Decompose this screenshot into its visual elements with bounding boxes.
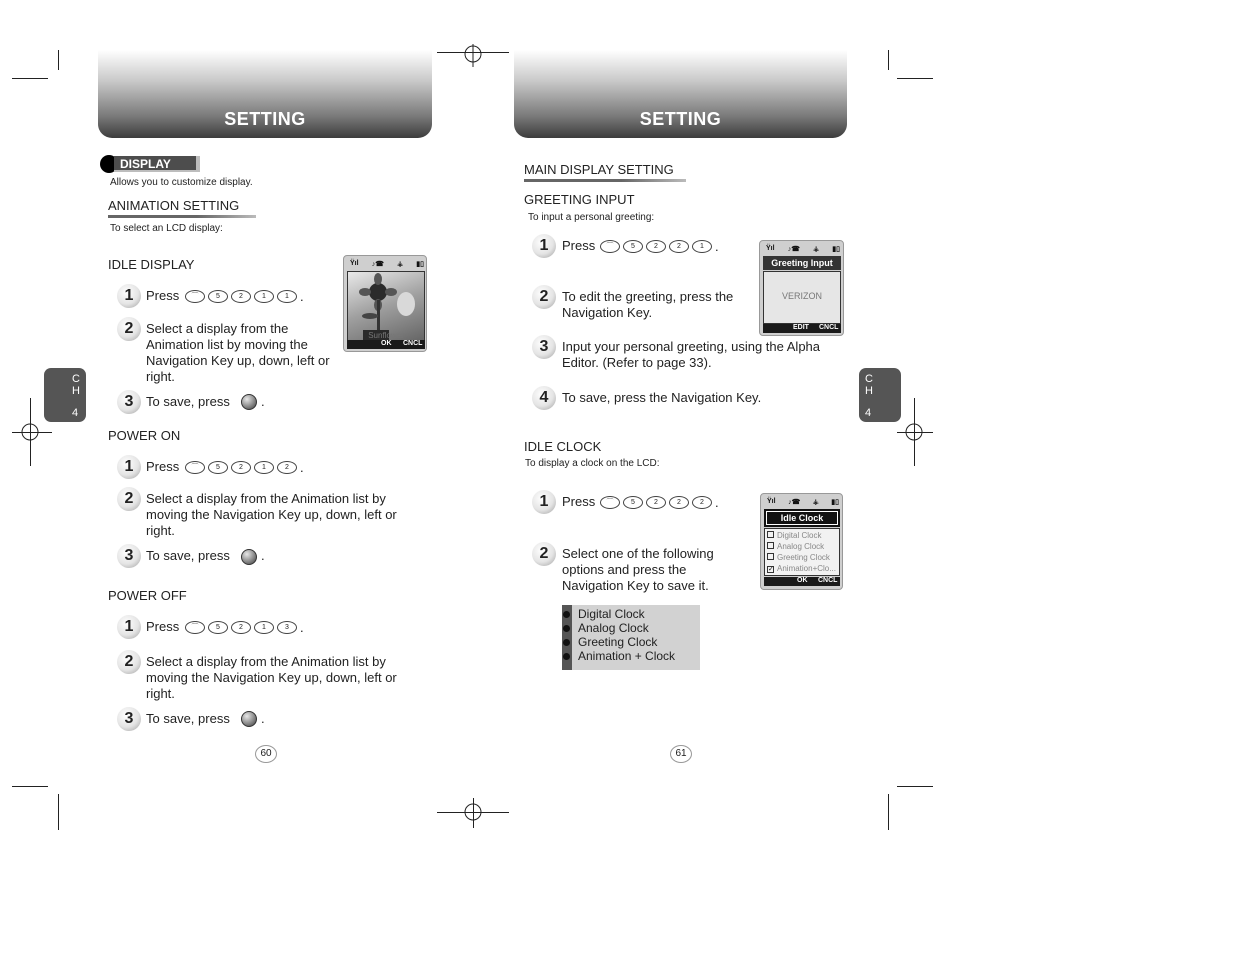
power-off-heading: POWER OFF <box>108 588 187 603</box>
signal-icon: Ÿıl <box>766 245 775 252</box>
left-chapter-tab <box>44 368 86 422</box>
step-1-badge: 1 <box>117 455 141 479</box>
key-1-icon: 1 <box>254 290 274 303</box>
battery-icon: ▮▯ <box>416 261 424 268</box>
clock-options-list <box>764 528 840 576</box>
heading-underline <box>524 179 686 182</box>
list-item: Animation + Clock <box>578 649 676 663</box>
antenna-icon: ⚶ <box>812 499 819 506</box>
checkbox-unchecked-icon <box>767 542 774 549</box>
idle-clock-intro: To display a clock on the LCD: <box>525 458 660 469</box>
period: . <box>261 548 265 563</box>
menu-key-icon: ⌒ <box>185 461 205 474</box>
power-on-heading: POWER ON <box>108 428 181 443</box>
music-icon: ♪☎ <box>788 499 801 506</box>
step-1-badge: 1 <box>117 284 141 308</box>
step-2-text: Select a display from the Animation list by moving the Navigation Key up, down, left or right. <box>146 491 397 538</box>
option-label: Animation+Clo... <box>777 564 836 573</box>
step-3-label: To save, press <box>146 394 230 409</box>
screen-title-text: Idle Clock <box>766 511 838 525</box>
soft-key-cncl: CNCL <box>403 340 423 347</box>
step-3-badge: 3 <box>117 390 141 414</box>
key-2-icon: 2 <box>692 496 712 509</box>
step-1-label: Press <box>146 459 180 474</box>
chapter-tab-h: H <box>72 385 80 397</box>
option-label: Analog Clock <box>777 542 825 551</box>
bullet-icon <box>563 639 570 646</box>
navigation-ok-key-icon <box>241 549 257 565</box>
idle-display-phone-screen <box>343 255 427 352</box>
option-label: Greeting Clock <box>777 553 830 562</box>
heading-underline <box>108 215 256 218</box>
navigation-ok-key-icon <box>241 394 257 410</box>
left-page-number: 60 <box>255 745 277 763</box>
antenna-icon: ⚶ <box>813 246 820 253</box>
chapter-tab-c: C <box>72 373 80 385</box>
right-page-title: SETTING <box>639 109 722 129</box>
key-1-icon: 1 <box>692 240 712 253</box>
bullet-icon <box>563 611 570 618</box>
animation-intro: To select an LCD display: <box>110 223 223 234</box>
soft-key-bar <box>764 577 840 586</box>
registration-mark-icon <box>459 798 487 826</box>
option-label: Digital Clock <box>777 531 822 540</box>
step-2-badge: 2 <box>117 487 141 511</box>
greeting-text: VERIZON <box>781 291 822 301</box>
idle-clock-heading: IDLE CLOCK <box>524 439 602 454</box>
display-intro: Allows you to customize display. <box>110 177 253 188</box>
step-2-badge: 2 <box>532 542 556 566</box>
music-icon: ♪☎ <box>787 246 800 253</box>
key-1-icon: 1 <box>254 621 274 634</box>
status-icons <box>767 498 839 506</box>
step-1-label: Press <box>562 238 596 253</box>
period: . <box>261 394 265 409</box>
checkbox-checked-icon: ✓ <box>768 566 774 573</box>
key-2-icon: 2 <box>669 240 689 253</box>
key-2-icon: 2 <box>646 240 666 253</box>
step-4-badge: 4 <box>532 386 556 410</box>
greeting-input-phone-screen <box>759 240 844 336</box>
right-chapter-tab <box>859 368 901 422</box>
battery-icon: ▮▯ <box>832 246 840 253</box>
list-item: Greeting Clock <box>578 635 658 649</box>
key-5-icon: 5 <box>208 461 228 474</box>
checkbox-unchecked-icon <box>767 531 774 538</box>
step-2-text: Select a display from the Animation list by moving the Navigation Key up, down, left or right. <box>146 321 330 384</box>
step-3-badge: 3 <box>117 707 141 731</box>
greeting-text-area <box>763 271 841 324</box>
soft-key-ok: OK <box>797 577 808 584</box>
key-sequence: ⌒ 5 2 1 1 . <box>185 289 304 304</box>
idle-clock-phone-screen <box>760 493 843 590</box>
bullet-icon <box>563 653 570 660</box>
main-display-setting-heading: MAIN DISPLAY SETTING <box>524 162 674 177</box>
period: . <box>261 711 265 726</box>
soft-key-edit: EDIT <box>793 324 809 331</box>
signal-icon: Ÿıl <box>350 260 359 267</box>
menu-key-icon: ⌒ <box>600 496 620 509</box>
list-item: Digital Clock <box>578 607 645 621</box>
step-3-badge: 3 <box>532 335 556 359</box>
step-4-text: To save, press the Navigation Key. <box>562 390 762 405</box>
key-2-icon: 2 <box>231 621 251 634</box>
status-icons <box>350 260 424 268</box>
step-2-badge: 2 <box>117 317 141 341</box>
key-5-icon: 5 <box>623 240 643 253</box>
step-2-text: To edit the greeting, press the Navigation Key. <box>562 289 734 320</box>
step-2-badge: 2 <box>117 650 141 674</box>
key-1-icon: 1 <box>254 461 274 474</box>
left-header-banner <box>98 50 432 138</box>
step-1-badge: 1 <box>117 615 141 639</box>
menu-key-icon: ⌒ <box>600 240 620 253</box>
chapter-tab-h: H <box>865 385 873 397</box>
greeting-input-heading: GREETING INPUT <box>524 192 635 207</box>
screen-title: Greeting Input <box>763 256 841 270</box>
key-2-icon: 2 <box>277 461 297 474</box>
menu-key-icon: ⌒ <box>185 290 205 303</box>
screen-caption: Sunflower <box>368 331 404 340</box>
left-page-title: SETTING <box>224 109 306 129</box>
key-sequence: ⌒ 5 2 2 2 . <box>600 495 719 510</box>
navigation-ok-key-icon <box>241 711 257 727</box>
step-3-badge: 3 <box>117 544 141 568</box>
antenna-icon: ⚶ <box>397 261 404 268</box>
soft-key-ok: OK <box>381 340 392 347</box>
key-sequence: ⌒ 5 2 2 1 . <box>600 239 719 254</box>
chapter-tab-c: C <box>865 373 873 385</box>
key-sequence: ⌒ 5 2 1 3 . <box>185 620 304 635</box>
status-icons <box>766 245 840 253</box>
step-1-badge: 1 <box>532 234 556 258</box>
menu-key-icon: ⌒ <box>185 621 205 634</box>
soft-key-cncl: CNCL <box>818 577 838 584</box>
chapter-tab-number: 4 <box>72 407 79 419</box>
chapter-tab-number: 4 <box>865 407 872 419</box>
step-1-label: Press <box>562 494 596 509</box>
key-2-icon: 2 <box>669 496 689 509</box>
step-1-label: Press <box>146 619 180 634</box>
battery-icon: ▮▯ <box>831 499 839 506</box>
key-5-icon: 5 <box>208 621 228 634</box>
step-1-badge: 1 <box>532 490 556 514</box>
list-item[interactable] <box>767 553 830 562</box>
checkbox-unchecked-icon <box>767 553 774 560</box>
display-pill-label: DISPLAY <box>114 156 200 172</box>
bullet-icon <box>563 625 570 632</box>
soft-key-cncl: CNCL <box>819 324 839 331</box>
soft-key-bar <box>347 340 425 349</box>
key-2-icon: 2 <box>646 496 666 509</box>
list-item[interactable] <box>767 542 824 551</box>
step-3-text: Input your personal greeting, using the Alpha Editor. (Refer to page 33). <box>562 339 821 370</box>
greeting-intro: To input a personal greeting: <box>528 212 655 223</box>
step-2-badge: 2 <box>532 285 556 309</box>
step-3-label: To save, press <box>146 711 230 726</box>
step-2-text: Select a display from the Animation list by moving the Navigation Key up, down, left or right. <box>146 654 397 701</box>
list-item[interactable] <box>767 531 821 540</box>
step-1-label: Press <box>146 288 180 303</box>
step-3-label: To save, press <box>146 548 230 563</box>
list-item: Analog Clock <box>578 621 649 635</box>
step-2-text: Select one of the following options and press the Navigation Key to save it. <box>562 546 714 593</box>
sunflower-image <box>347 271 425 341</box>
registration-mark-icon <box>459 40 487 68</box>
music-icon: ♪☎ <box>371 261 384 268</box>
key-1-icon: 1 <box>277 290 297 303</box>
registration-mark-icon <box>900 418 928 446</box>
screen-title <box>764 509 840 527</box>
soft-key-bar <box>763 324 841 333</box>
animation-setting-heading: ANIMATION SETTING <box>108 198 240 213</box>
key-5-icon: 5 <box>208 290 228 303</box>
key-2-icon: 2 <box>231 461 251 474</box>
idle-display-heading: IDLE DISPLAY <box>108 257 195 272</box>
right-page-number: 61 <box>670 745 692 763</box>
signal-icon: Ÿıl <box>767 498 776 505</box>
key-3-icon: 3 <box>277 621 297 634</box>
right-header-banner <box>514 50 847 138</box>
clock-option-list <box>578 607 675 663</box>
key-5-icon: 5 <box>623 496 643 509</box>
registration-mark-icon <box>16 418 44 446</box>
key-sequence: ⌒ 5 2 1 2 . <box>185 460 304 475</box>
key-2-icon: 2 <box>231 290 251 303</box>
list-item[interactable] <box>767 564 836 573</box>
